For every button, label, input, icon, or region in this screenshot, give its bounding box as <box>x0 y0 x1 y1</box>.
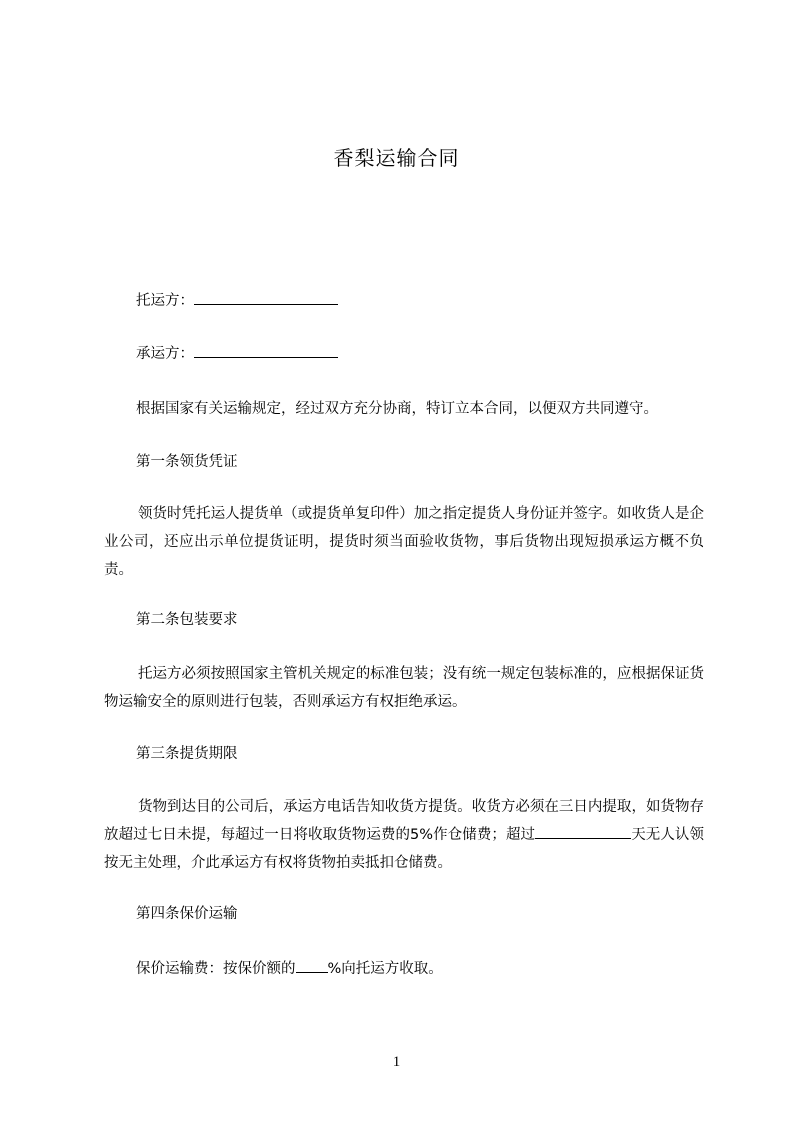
storage-days-blank <box>535 824 631 839</box>
carrier-blank <box>194 343 338 358</box>
article3-body <box>104 793 704 877</box>
shipper-blank <box>194 290 338 305</box>
article4-heading: 第四条保价运输 <box>136 906 238 922</box>
carrier-line <box>136 340 338 368</box>
preamble: 根据国家有关运输规定，经过双方充分协商，特订立本合同，以便双方共同遵守。 <box>136 401 658 417</box>
article4-body-start: 保价运输费：按保价额的 <box>136 961 296 977</box>
article3-body-start: 货物到达目的公司后，承运方电话告知收货方提货。收货方必须在三日内提取，如货物存放超过七日未提，每超过一日将收取货物运费的5%作仓储费；超过 <box>104 799 704 843</box>
document-title: 香梨运输合同 <box>333 146 460 170</box>
article3-heading: 第三条提货期限 <box>136 746 238 762</box>
article4-body-end: %向托运方收取。 <box>327 961 443 977</box>
carrier-label: 承运方： <box>136 346 194 362</box>
article2-heading: 第二条包装要求 <box>136 612 238 628</box>
article2-body: 托运方必须按照国家主管机关规定的标准包装；没有统一规定包装标准的，应根据保证货物运输安全的原则进行包装，否则承运方有权拒绝承运。 <box>104 666 704 710</box>
article4-body <box>136 955 443 983</box>
shipper-label: 托运方： <box>136 293 194 309</box>
article1-heading: 第一条领货凭证 <box>136 454 238 470</box>
shipper-line <box>136 287 338 315</box>
insurance-rate-blank <box>296 958 328 973</box>
page-number: 1 <box>392 1054 401 1070</box>
article1-body: 领货时凭托运人提货单（或提货单复印件）加之指定提货人身份证并签字。如收货人是企业公司，还应出示单位提货证明，提货时须当面验收货物，事后货物出现短损承运方概不负责。 <box>104 506 704 578</box>
article3-body-end: 天无人认领按无主处理，介此承运方有权将货物拍卖抵扣仓储费。 <box>104 827 704 871</box>
